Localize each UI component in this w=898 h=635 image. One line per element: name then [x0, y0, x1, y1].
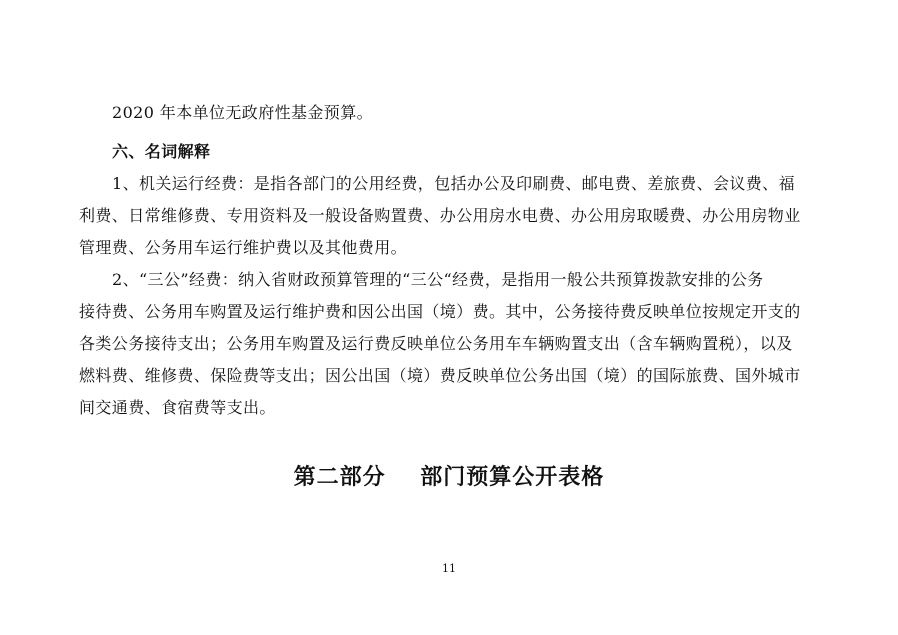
paragraph-line: 管理费、公务用车运行维护费以及其他费用。: [79, 238, 408, 257]
paragraph-line: 燃料费、维修费、保险费等支出；因公出国（境）费反映单位公务出国（境）的国际旅费、国外城市: [79, 366, 801, 385]
paragraph-line: 2、“三公”经费：纳入省财政预算管理的“三公“经费，是指用一般公共预算拨款安排的公务: [112, 270, 764, 289]
section-heading: 六、名词解释: [112, 142, 211, 161]
page-number: 11: [442, 562, 456, 575]
paragraph-line: 1、机关运行经费：是指各部门的公用经费，包括办公及印刷费、邮电费、差旅费、会议费、福: [112, 174, 795, 193]
paragraph-line: 2020 年本单位无政府性基金预算。: [112, 103, 374, 122]
paragraph-line: 间交通费、食宿费等支出。: [79, 398, 276, 417]
paragraph-line: 各类公务接待支出；公务用车购置及运行费反映单位公务用车车辆购置支出（含车辆购置税），以及: [79, 334, 793, 353]
paragraph-line: 利费、日常维修费、专用资料及一般设备购置费、办公用房水电费、办公用房取暖费、办公用房物业: [79, 206, 801, 225]
paragraph-line: 接待费、公务用车购置及运行维护费和因公出国（境）费。其中，公务接待费反映单位按规定开支的: [79, 302, 801, 321]
part-title: 第二部分 部门预算公开表格: [293, 464, 605, 490]
